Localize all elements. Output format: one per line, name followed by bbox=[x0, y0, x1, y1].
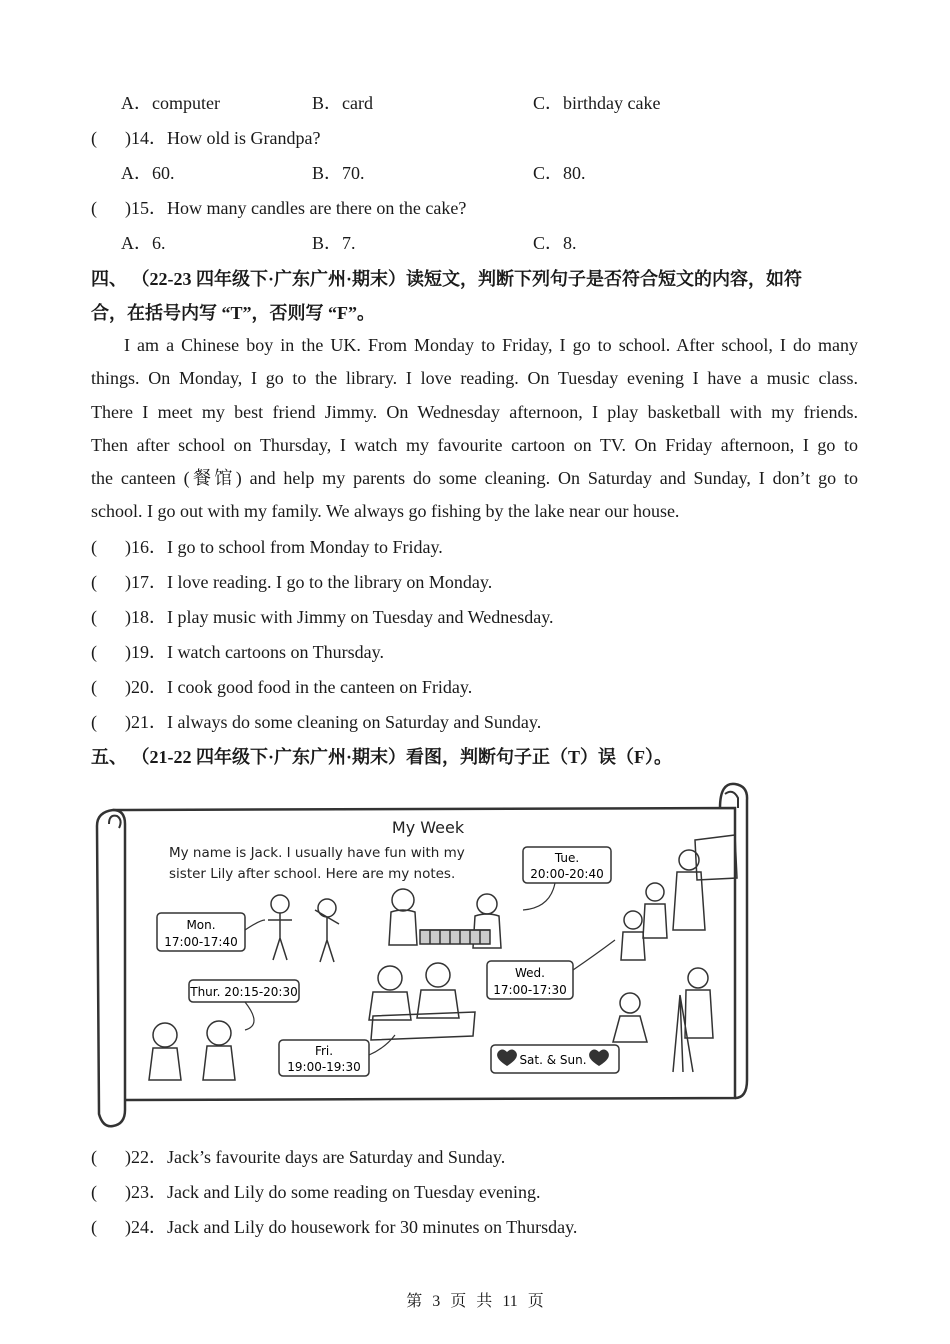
section-4-heading-line2: 合，在括号内写 “T”，否则写 “F”。 bbox=[91, 303, 375, 323]
q14-option-a: A．60. bbox=[121, 163, 175, 183]
note-tuesday-time: 20:00-20:40 bbox=[530, 867, 604, 881]
q13-option-c: C．birthday cake bbox=[533, 93, 661, 113]
section-4-heading-line1: 四、 （22-23 四年级下·广东广州·期末）读短文，判断下列句子是否符合短文的内容，如符 bbox=[91, 269, 802, 289]
note-weekend-text: Sat. & Sun. bbox=[519, 1053, 587, 1067]
question-23: ( )23．Jack and Lily do some reading on Tuesday evening. bbox=[91, 1182, 541, 1202]
passage-line: There I meet my best friend Jimmy. On Wednesday afternoon, I play basketball with my friends. bbox=[91, 401, 858, 422]
question-22: ( )22．Jack’s favourite days are Saturday and Sunday. bbox=[91, 1147, 506, 1167]
note-friday-time: 19:00-19:30 bbox=[287, 1060, 361, 1074]
q15-option-b: B．7. bbox=[312, 233, 356, 253]
note-monday-time: 17:00-17:40 bbox=[164, 935, 238, 949]
question-17: ( )17．I love reading. I go to the library on Monday. bbox=[91, 572, 493, 592]
question-20: ( )20．I cook good food in the canteen on Friday. bbox=[91, 677, 473, 697]
q15-option-c: C．8. bbox=[533, 233, 577, 253]
figure-intro-line1: My name is Jack. I usually have fun with my bbox=[169, 845, 465, 861]
q14-option-c: C．80. bbox=[533, 163, 586, 183]
note-friday-day: Fri. bbox=[314, 1044, 334, 1058]
figure-intro-line2: sister Lily after school. Here are my notes. bbox=[169, 866, 456, 882]
q14-option-b: B．70. bbox=[312, 163, 365, 183]
question-21: ( )21．I always do some cleaning on Saturday and Sunday. bbox=[91, 712, 542, 732]
question-15: ( )15．How many candles are there on the cake? bbox=[91, 198, 467, 218]
q15-option-a: A．6. bbox=[121, 233, 166, 253]
question-14: ( )14．How old is Grandpa? bbox=[91, 128, 321, 148]
reading-passage bbox=[91, 329, 858, 529]
passage-line: things. On Monday, I go to the library. I love reading. On Tuesday evening I have a music class. bbox=[91, 368, 858, 389]
note-thursday-text: Thur. 20:15-20:30 bbox=[190, 985, 298, 999]
passage-line: Then after school on Thursday, I watch my favourite cartoon on TV. On Friday afternoon, I go to bbox=[91, 434, 858, 455]
q13-option-b: B．card bbox=[312, 93, 373, 113]
note-monday-day: Mon. bbox=[186, 918, 216, 932]
question-24: ( )24．Jack and Lily do housework for 30 minutes on Thursday. bbox=[91, 1217, 578, 1237]
note-tuesday-day: Tue. bbox=[554, 851, 580, 865]
page-total: 11 bbox=[502, 1293, 518, 1310]
page-footer: 第 3 页 共 11 页 bbox=[406, 1293, 544, 1310]
question-19: ( )19．I watch cartoons on Thursday. bbox=[91, 642, 384, 662]
passage-line: school. I go out with my family. We always go fishing by the lake near our house. bbox=[91, 501, 680, 522]
section-5-heading: 五、 （21-22 四年级下·广东广州·期末）看图，判断句子正（T）误（F）。 bbox=[91, 747, 672, 767]
passage-line: I am a Chinese boy in the UK. From Monday to Friday, I go to school. After school, I do many bbox=[124, 335, 858, 355]
page-number: 3 bbox=[432, 1293, 441, 1310]
q13-option-a: A．computer bbox=[121, 93, 220, 113]
question-18: ( )18．I play music with Jimmy on Tuesday and Wednesday. bbox=[91, 607, 554, 627]
note-wednesday-time: 17:00-17:30 bbox=[493, 983, 567, 997]
passage-line: the canteen (餐馆) and help my parents do some cleaning. On Saturday and Sunday, I don’t go to bbox=[91, 468, 858, 489]
note-wednesday-day: Wed. bbox=[515, 966, 545, 980]
my-week-illustration bbox=[95, 780, 750, 1130]
question-16: ( )16．I go to school from Monday to Friday. bbox=[91, 537, 443, 557]
figure-title: My Week bbox=[391, 818, 465, 837]
